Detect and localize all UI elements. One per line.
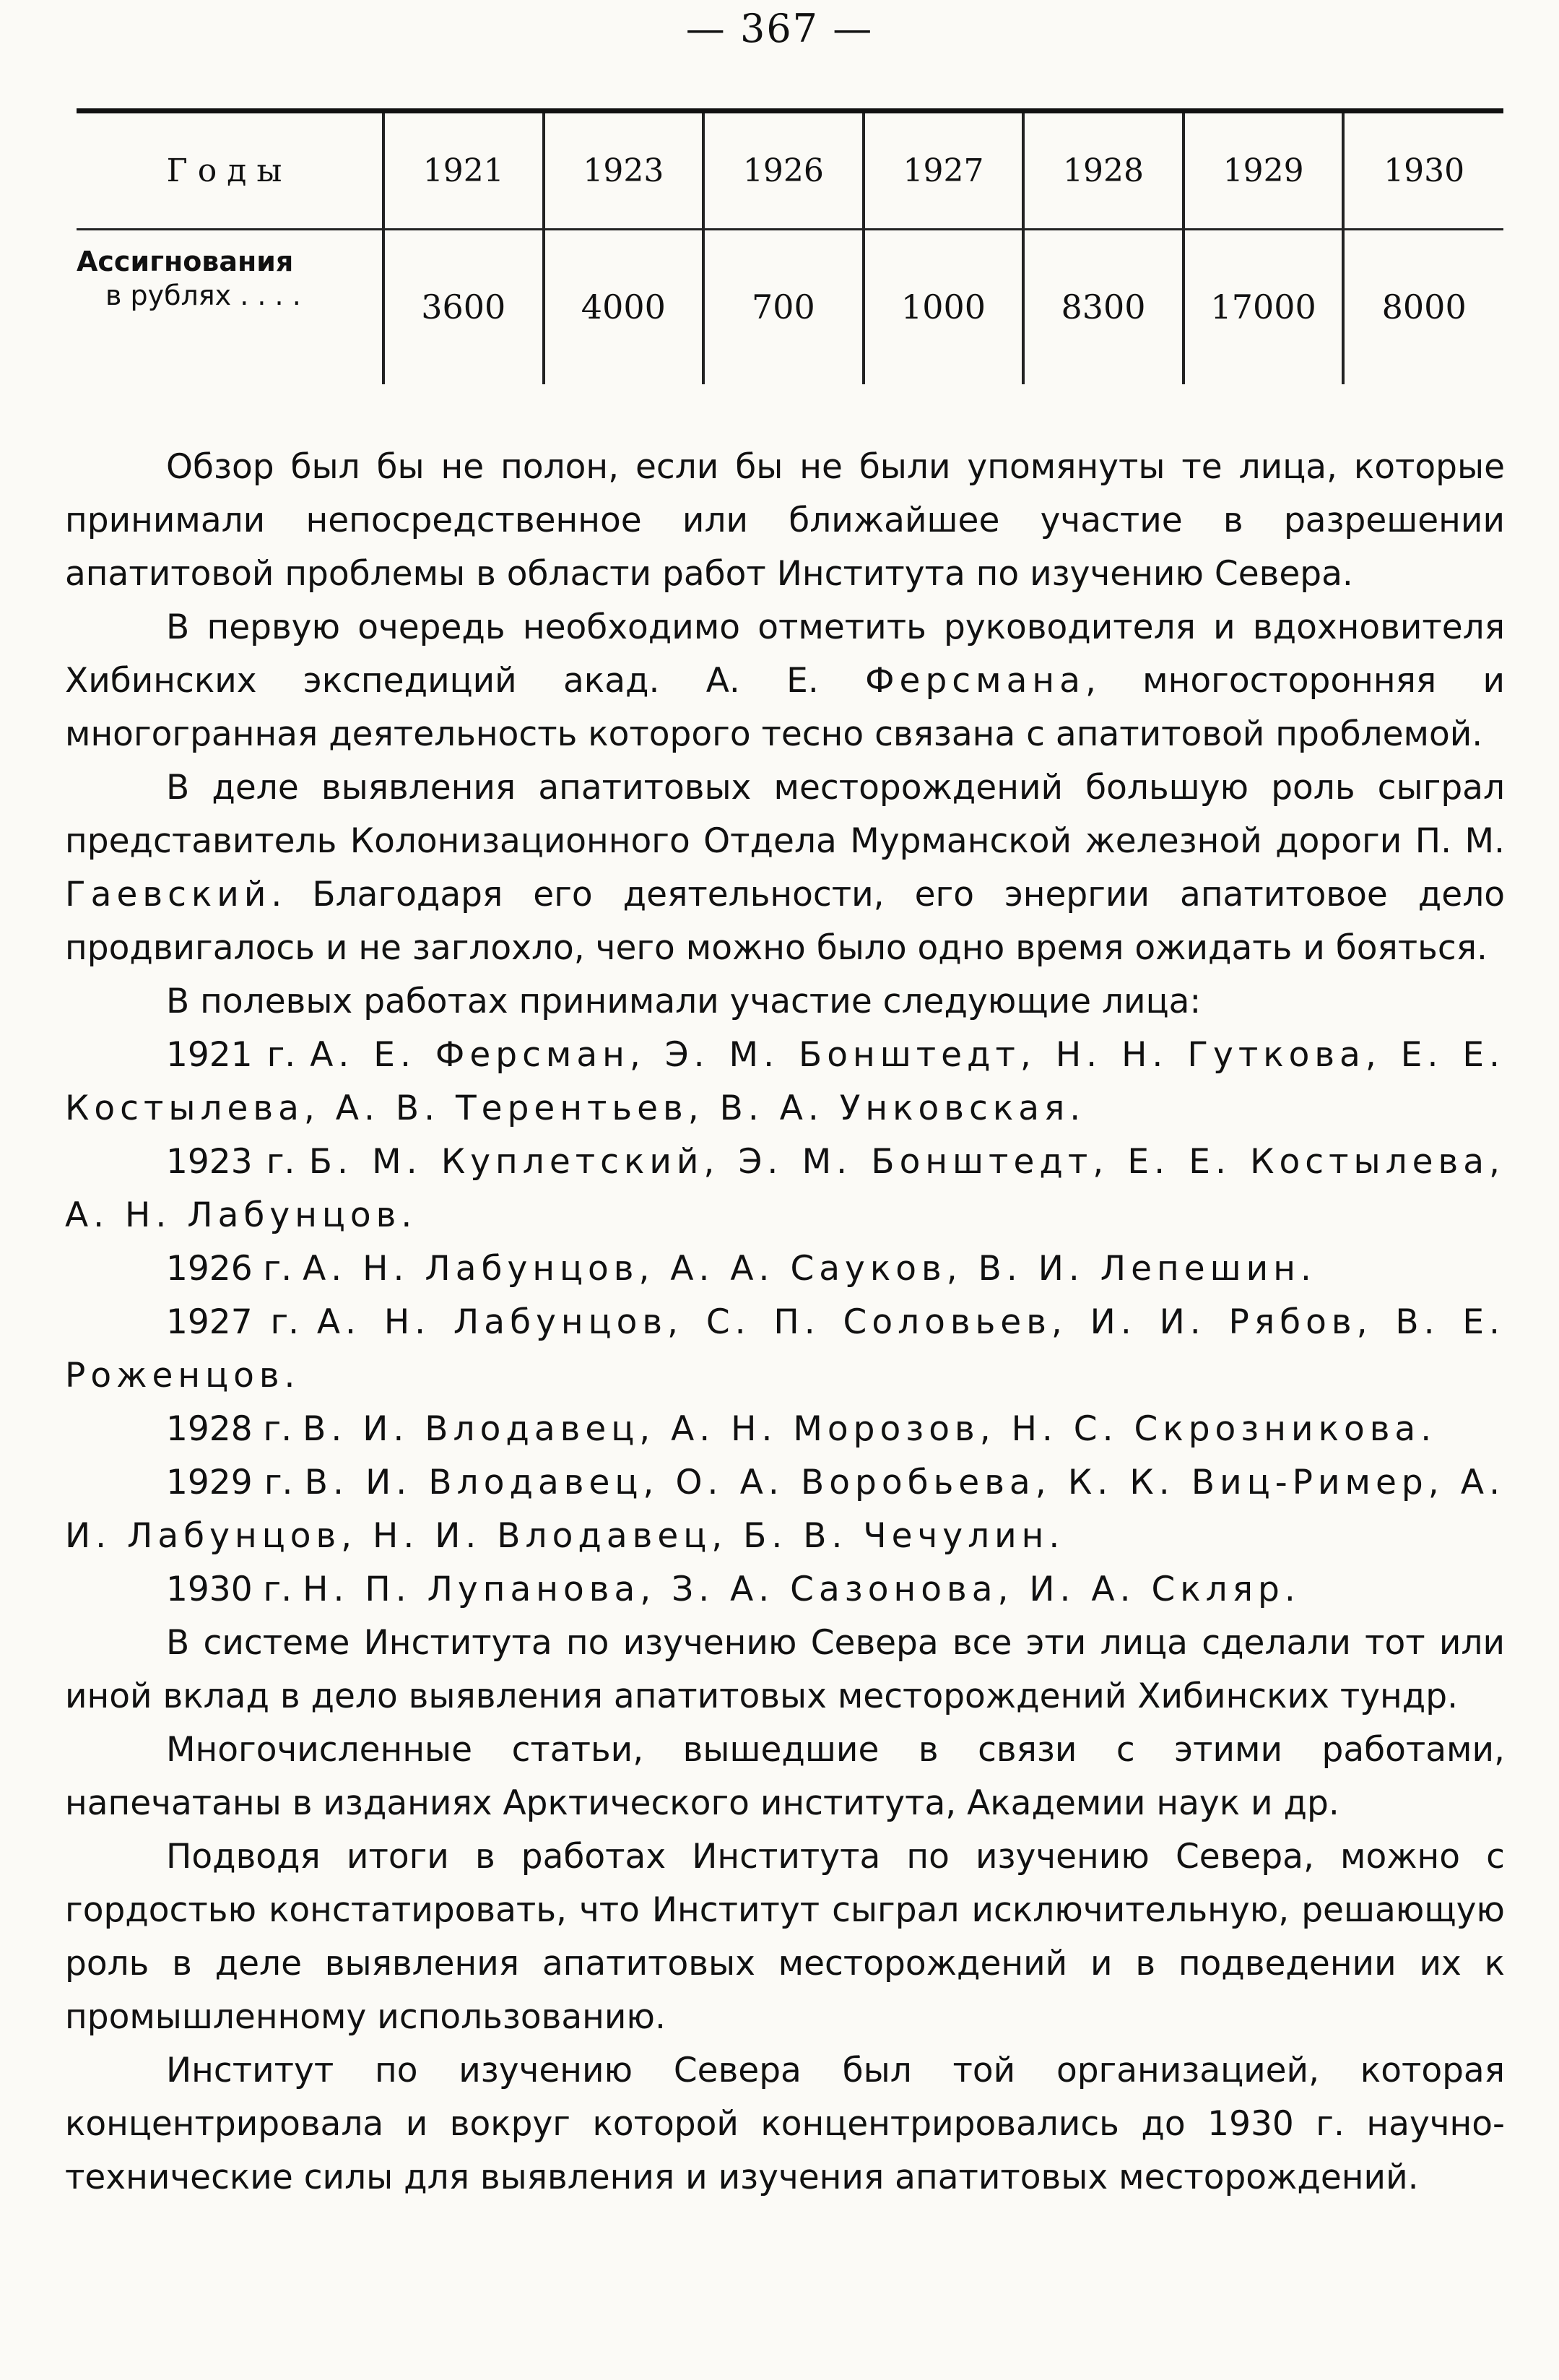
participant-names: Н. П. Лупанова, З. А. Сазонова, И. А. Скляр.: [303, 1570, 1300, 1609]
participants-1930: [65, 1563, 1505, 1617]
header-year: 1923: [544, 113, 704, 229]
participant-names: В. И. Влодавец, А. Н. Морозов, Н. С. Скрозникова.: [303, 1409, 1437, 1449]
header-year: 1921: [383, 113, 544, 229]
participants-1926: [65, 1242, 1505, 1296]
participant-names: В. И. Влодавец, О. А. Воробьева, К. К. Виц-Ример, А. И. Лабунцов, Н. И. Влодавец, Б. В. Чечулин.: [65, 1463, 1506, 1556]
page-number: — 367 —: [685, 6, 874, 51]
text-run: В деле выявления апатитовых месторождений большую роль сыграл представитель Колонизационного Отдела Мурманской железной дороги П. М.: [65, 768, 1505, 861]
participants-1921: [65, 1029, 1505, 1135]
header-year: 1927: [864, 113, 1024, 229]
table-header-row: [77, 113, 1503, 229]
table-cell-value: 8300: [1023, 229, 1184, 384]
header-year: 1928: [1023, 113, 1184, 229]
table-cell-value: 1000: [864, 229, 1024, 384]
row-label-appropriations: [77, 229, 383, 384]
participant-names: А. Н. Лабунцов, А. А. Сауков, В. И. Лепешин.: [303, 1249, 1316, 1289]
header-year: 1926: [703, 113, 864, 229]
participant-names: А. Н. Лабунцов, С. П. Соловьев, И. И. Рябов, В. Е. Роженцов.: [65, 1302, 1505, 1395]
appropriations-table-wrapper: [77, 108, 1503, 384]
paragraph: В полевых работах принимали участие следующие лица:: [166, 982, 1202, 1021]
person-name: Гаевский: [65, 875, 272, 914]
paragraph: [65, 761, 1505, 975]
participants-1923: [65, 1135, 1505, 1242]
table-row: [77, 229, 1503, 384]
year-label: 1926 г.: [166, 1249, 303, 1289]
year-label: 1929 г.: [166, 1463, 305, 1502]
table-cell-value: 17000: [1184, 229, 1344, 384]
row-label-line: в рублях . . . .: [105, 280, 301, 311]
appropriations-table: [77, 113, 1503, 384]
table-cell-value: 3600: [383, 229, 544, 384]
year-label: 1927 г.: [166, 1302, 317, 1342]
participants-1927: [65, 1296, 1505, 1403]
paragraph: Обзор был бы не полон, если бы не были упомянуты те лица, которые принимали непосредственное или ближайшее участие в разрешении апатитовой проблемы в области работ Института по изучению Севера.: [65, 447, 1505, 594]
participant-names: Б. М. Куплетский, Э. М. Бонштедт, Е. Е. Костылева, А. Н. Лабунцов.: [65, 1142, 1505, 1235]
year-label: 1928 г.: [166, 1409, 303, 1449]
header-year: 1930: [1343, 113, 1503, 229]
participants-1928: [65, 1403, 1505, 1456]
person-name: Ферсмана: [865, 661, 1085, 701]
paragraph: [65, 601, 1505, 761]
participant-names: А. Е. Ферсман, Э. М. Бонштедт, Н. Н. Гуткова, Е. Е. Костылева, А. В. Терентьев, В. А. Унковская.: [65, 1035, 1506, 1128]
year-label: 1923 г.: [166, 1142, 309, 1182]
text-run: В первую очередь необходимо отметить руководителя и вдохновителя Хибинских экспедиций акад. А. Е.: [65, 607, 1505, 701]
text-run: , многосторонняя и многогранная деятельность которого тесно связана с апатитовой проблемой.: [65, 661, 1505, 754]
table-cell-value: 8000: [1343, 229, 1503, 384]
header-year: 1929: [1184, 113, 1344, 229]
participants-1929: [65, 1456, 1505, 1563]
paragraph: Многочисленные статьи, вышедшие в связи с этими работами, напечатаны в изданиях Арктического института, Академии наук и др.: [65, 1730, 1505, 1823]
text-run: . Благодаря его деятельности, его энергии апатитовое дело продвигалось и не заглохло, чего можно было одно время ожидать и бояться.: [65, 875, 1505, 968]
table-cell-value: 4000: [544, 229, 704, 384]
year-label: 1921 г.: [166, 1035, 311, 1075]
table-cell-value: 700: [703, 229, 864, 384]
paragraph: Институт по изучению Севера был той организацией, которая концентрировала и вокруг которой концентрировались до 1930 г. научно-технические силы для выявления и изучения апатитовых месторождений.: [65, 2051, 1505, 2197]
header-label-years: Годы: [77, 113, 383, 229]
paragraph: Подводя итоги в работах Института по изучению Севера, можно с гордостью констатировать, что Институт сыграл исключительную, решающую роль в деле выявления апатитовых месторождений и в подведении их к промышленному использованию.: [65, 1837, 1505, 2037]
row-label-line: Ассигнования: [77, 245, 294, 277]
year-label: 1930 г.: [166, 1570, 303, 1609]
paragraph: В системе Института по изучению Севера все эти лица сделали тот или иной вклад в дело выявления апатитовых месторождений Хибинских тундр.: [65, 1623, 1505, 1716]
body-text: [65, 441, 1505, 2204]
